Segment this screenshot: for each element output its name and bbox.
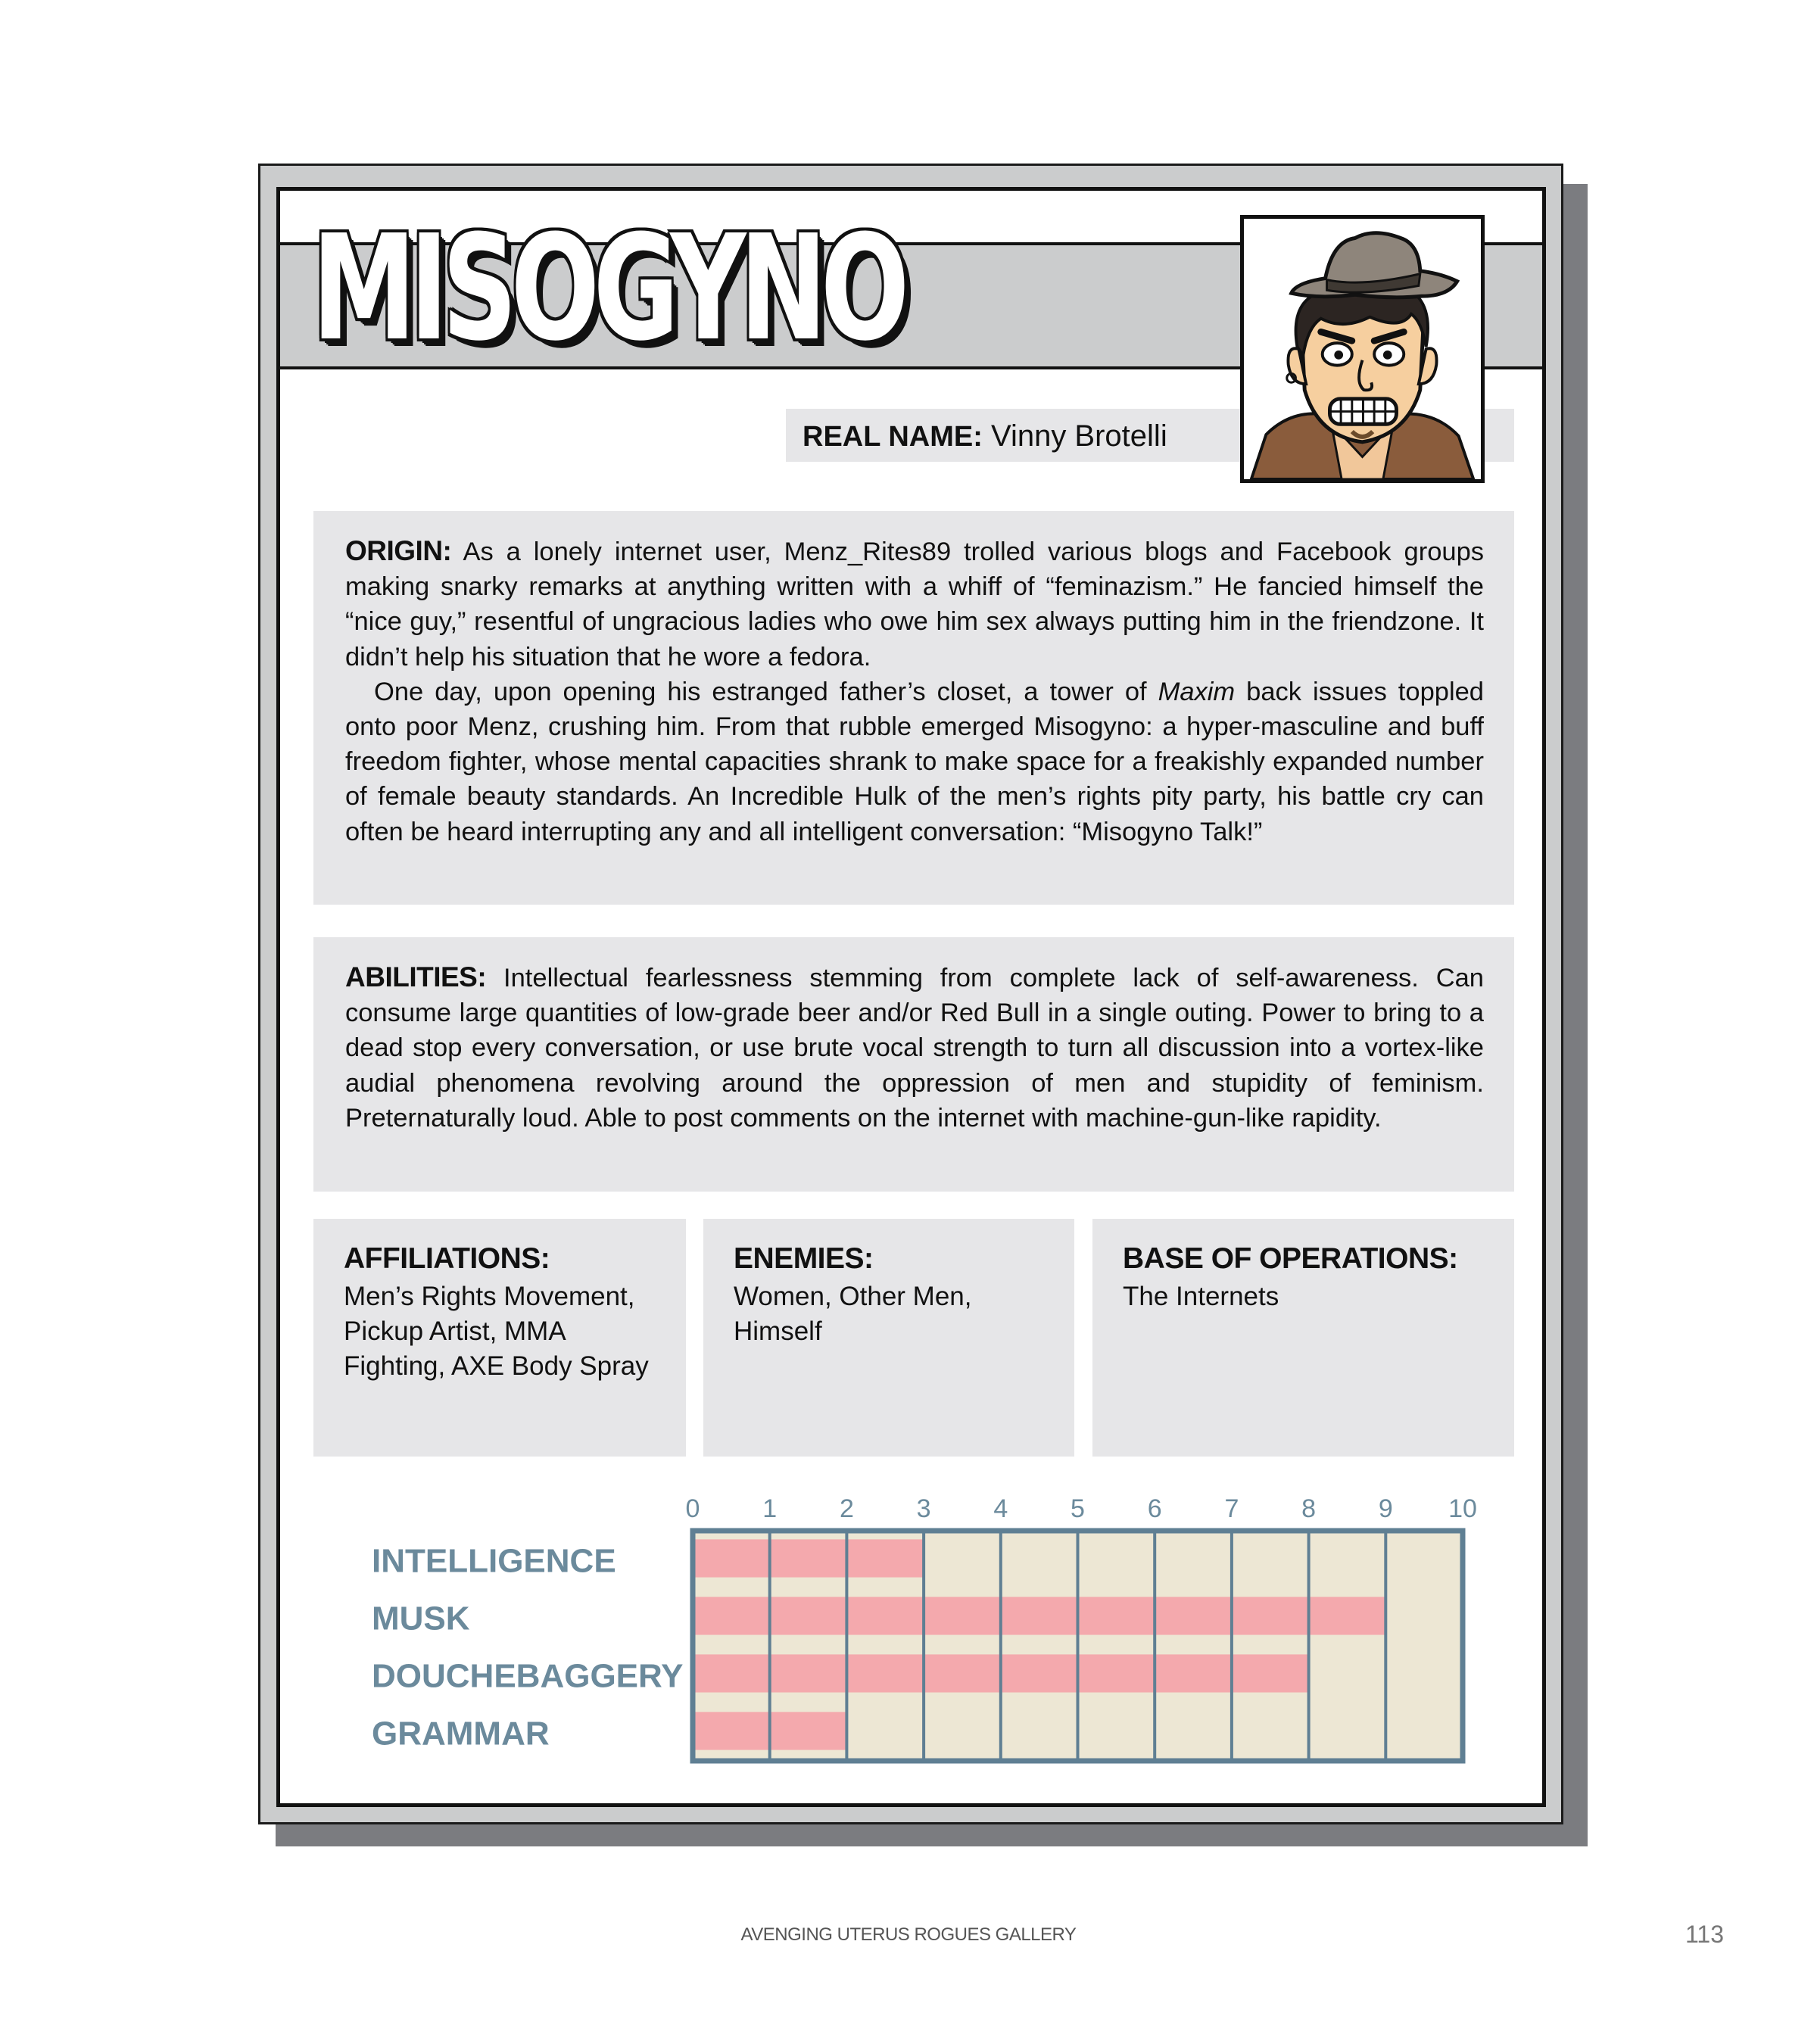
origin-text-1: As a lonely internet user, Menz_Rites89 trolled various blogs and Facebook groups making snarky remarks at anything written with a whiff of “feminazism.” He fancied himself the “nice guy,” resentful of ungracious ladies who owe him sex always putting him in the friendzone. It didn’t help his situation that he wore a fedora.	[345, 537, 1485, 671]
real-name-value: Vinny Brotelli	[990, 419, 1167, 453]
base-of-operations-label: BASE OF OPERATIONS:	[1123, 1242, 1458, 1275]
x-tick-label: 5	[1071, 1494, 1085, 1523]
abilities-label: ABILITIES:	[345, 961, 487, 992]
category-label: MUSK	[372, 1600, 470, 1637]
origin-paragraph-2	[345, 675, 1484, 849]
origin-text-2-end: back issues toppled onto poor Menz, crushing him. From that rubble emerged Misogyno: a hyper-masculine and buff freedom fighter, whose mental capacities shrank to make space for a freakishly expanded number of female beauty standards. An Incredible Hulk of the men’s rights pity party, his battle cry can often be heard interrupting any and all intelligent conversation: “Misogyno Talk!”	[345, 677, 1484, 846]
enemies-text: Women, Other Men, Himself	[734, 1282, 972, 1346]
x-tick-label: 1	[762, 1494, 778, 1523]
origin-paragraph-1	[345, 534, 1484, 675]
affiliations-panel	[313, 1219, 686, 1457]
x-tick-label: 4	[993, 1494, 1008, 1523]
character-title: MISOGYNO	[312, 204, 903, 373]
category-label: DOUCHEBAGGERY	[372, 1657, 684, 1695]
category-label: INTELLIGENCE	[372, 1542, 616, 1580]
origin-label: ORIGIN:	[345, 535, 452, 566]
x-tick-label: 8	[1301, 1494, 1317, 1523]
angry-man-with-fedora-portrait-icon	[1244, 219, 1481, 479]
enemies-panel	[703, 1219, 1074, 1457]
character-portrait	[1240, 215, 1485, 483]
origin-panel	[313, 511, 1514, 905]
base-of-operations-panel	[1092, 1219, 1514, 1457]
enemies-label: ENEMIES:	[734, 1242, 874, 1275]
x-tick-label: 0	[685, 1494, 700, 1523]
abilities-text: Intellectual fearlessness stemming from complete lack of self-awareness. Can consume large quantities of low-grade beer and/or Red Bull in a single outing. Power to bring to a dead stop every conversation, or use brute vocal strength to turn all discussion into a vortex-like audial phenomena revolving around the oppression of men and stupidity of feminism. Preternaturally loud. Able to post comments on the internet with machine-gun-like rapidity.	[345, 964, 1484, 1133]
real-name-label: REAL NAME:	[803, 421, 983, 453]
footer-book-title: AVENGING UTERUS ROGUES GALLERY	[740, 1924, 1077, 1945]
affiliations-label: AFFILIATIONS:	[344, 1242, 550, 1275]
x-tick-label: 6	[1147, 1494, 1162, 1523]
x-tick-label: 3	[916, 1494, 931, 1523]
x-tick-label: 10	[1448, 1494, 1477, 1523]
category-label: GRAMMAR	[372, 1715, 550, 1753]
origin-text-2-start: One day, upon opening his estranged father’s closet, a tower of	[374, 677, 1147, 706]
origin-text-2-italic: Maxim	[1158, 677, 1236, 706]
x-tick-label: 7	[1224, 1494, 1239, 1523]
base-of-operations-text: The Internets	[1123, 1282, 1279, 1311]
page-number: 113	[1685, 1921, 1725, 1948]
x-tick-label: 2	[839, 1494, 854, 1523]
affiliations-text: Men’s Rights Movement, Pickup Artist, MMA Fighting, AXE Body Spray	[344, 1282, 649, 1381]
abilities-panel	[313, 937, 1514, 1192]
real-name	[803, 418, 1167, 455]
x-tick-label: 9	[1378, 1494, 1393, 1523]
abilities-paragraph	[345, 960, 1484, 1136]
